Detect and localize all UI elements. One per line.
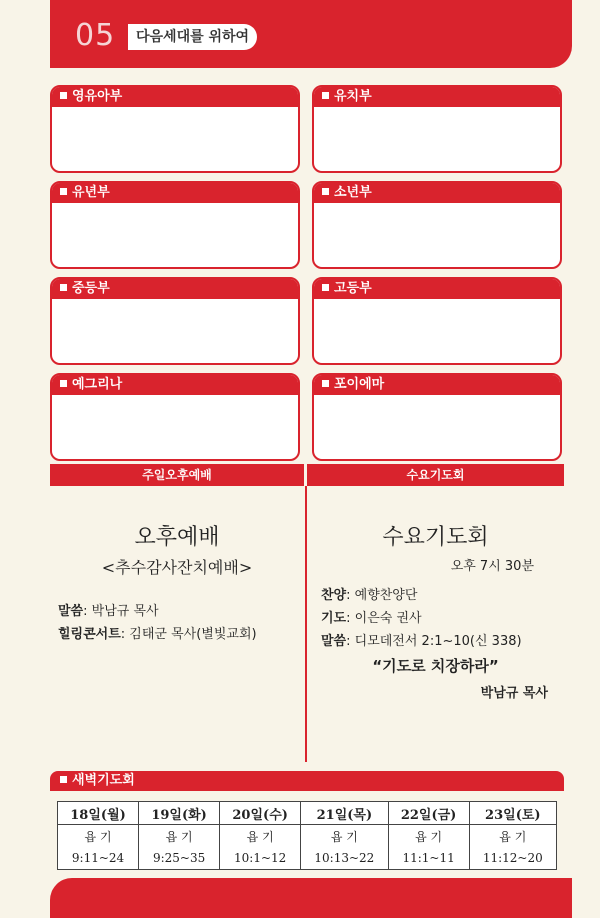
dept-box-junior bbox=[50, 181, 300, 269]
dept-header bbox=[52, 279, 298, 299]
dept-box-infant bbox=[50, 85, 300, 173]
page-header bbox=[50, 0, 572, 68]
book-cell: 욥 기 bbox=[469, 825, 556, 848]
square-bullet-icon bbox=[322, 380, 329, 387]
dept-label: 소년부 bbox=[334, 185, 372, 200]
dept-box-kindergarten bbox=[312, 85, 562, 173]
dept-label: 예그리나 bbox=[72, 377, 123, 392]
sermon-title: “기도로 치장하라” bbox=[372, 657, 499, 675]
square-bullet-icon bbox=[60, 380, 67, 387]
sunday-afternoon-section bbox=[50, 486, 304, 642]
page-footer bbox=[50, 878, 572, 918]
reference-cell: 10:1~12 bbox=[220, 847, 301, 870]
date-cell: 18일(월) bbox=[58, 802, 139, 825]
praise-line bbox=[321, 584, 564, 603]
sermon-label: 말씀 bbox=[321, 634, 347, 649]
dept-header bbox=[314, 375, 560, 395]
dept-box-high bbox=[312, 277, 562, 365]
sunday-sermon-line bbox=[58, 600, 304, 619]
wednesday-title: 수요기도회 bbox=[382, 525, 489, 550]
sunday-afternoon-bar: 주일오후예배 bbox=[50, 464, 304, 486]
dawn-prayer-label: 새벽기도회 bbox=[72, 773, 135, 788]
date-cell: 20일(수) bbox=[220, 802, 301, 825]
table-row bbox=[58, 825, 557, 848]
dept-label: 포이에마 bbox=[334, 377, 385, 392]
sunday-service-title: 오후예배 bbox=[134, 525, 220, 550]
book-cell: 욥 기 bbox=[139, 825, 220, 848]
prayer-label: 기도 bbox=[321, 611, 347, 626]
dept-header bbox=[314, 183, 560, 203]
date-cell: 22일(금) bbox=[388, 802, 469, 825]
dept-label: 고등부 bbox=[334, 281, 372, 296]
book-cell: 욥 기 bbox=[58, 825, 139, 848]
dawn-prayer-bar bbox=[50, 771, 564, 791]
square-bullet-icon bbox=[60, 776, 67, 783]
table-header-row bbox=[58, 802, 557, 825]
concert-value: : 김태군 목사(별빛교회) bbox=[120, 627, 257, 642]
dept-label: 유치부 bbox=[334, 89, 372, 104]
book-cell: 욥 기 bbox=[388, 825, 469, 848]
square-bullet-icon bbox=[322, 188, 329, 195]
page-title: 다음세대를 위하여 bbox=[128, 24, 257, 50]
reference-cell: 9:11~24 bbox=[58, 847, 139, 870]
reference-cell: 10:13~22 bbox=[301, 847, 388, 870]
table-row bbox=[58, 847, 557, 870]
dept-label: 중등부 bbox=[72, 281, 110, 296]
square-bullet-icon bbox=[60, 92, 67, 99]
square-bullet-icon bbox=[322, 92, 329, 99]
sermon-label: 말씀 bbox=[58, 604, 84, 619]
reference-cell: 11:12~20 bbox=[469, 847, 556, 870]
date-cell: 21일(목) bbox=[301, 802, 388, 825]
dept-label: 영유아부 bbox=[72, 89, 123, 104]
book-cell: 욥 기 bbox=[301, 825, 388, 848]
square-bullet-icon bbox=[322, 284, 329, 291]
prayer-value: : 이은숙 권사 bbox=[346, 611, 422, 626]
dept-box-poiema bbox=[312, 373, 562, 461]
reference-cell: 9:25~35 bbox=[139, 847, 220, 870]
sunday-service-subtitle: <추수감사잔치예배> bbox=[101, 558, 253, 577]
dept-header bbox=[52, 183, 298, 203]
section-number: 05 bbox=[75, 18, 116, 53]
praise-value: : 예향찬양단 bbox=[346, 588, 418, 603]
wednesday-bar: 수요기도회 bbox=[307, 464, 564, 486]
sunday-concert-line bbox=[58, 623, 304, 642]
prayer-line bbox=[321, 607, 564, 626]
wednesday-time: 오후 7시 30분 bbox=[450, 559, 534, 574]
book-cell: 욥 기 bbox=[220, 825, 301, 848]
date-cell: 19일(화) bbox=[139, 802, 220, 825]
dept-box-yegrina bbox=[50, 373, 300, 461]
dawn-prayer-table bbox=[57, 801, 557, 870]
dept-box-middle bbox=[50, 277, 300, 365]
dept-header bbox=[52, 375, 298, 395]
praise-label: 찬양 bbox=[321, 588, 347, 603]
wednesday-section bbox=[307, 486, 564, 701]
sermon-value: : 박남규 목사 bbox=[83, 604, 159, 619]
wednesday-sermon-line bbox=[321, 630, 564, 649]
reference-cell: 11:1~11 bbox=[388, 847, 469, 870]
dept-box-boys bbox=[312, 181, 562, 269]
date-cell: 23일(토) bbox=[469, 802, 556, 825]
preacher-name: 박남규 목사 bbox=[480, 686, 548, 701]
dept-header bbox=[52, 87, 298, 107]
concert-label: 힐링콘서트 bbox=[58, 627, 121, 642]
dept-label: 유년부 bbox=[72, 185, 110, 200]
square-bullet-icon bbox=[60, 284, 67, 291]
dept-header bbox=[314, 279, 560, 299]
sermon-value: : 디모데전서 2:1~10(신 338) bbox=[346, 634, 522, 649]
dept-header bbox=[314, 87, 560, 107]
square-bullet-icon bbox=[60, 188, 67, 195]
